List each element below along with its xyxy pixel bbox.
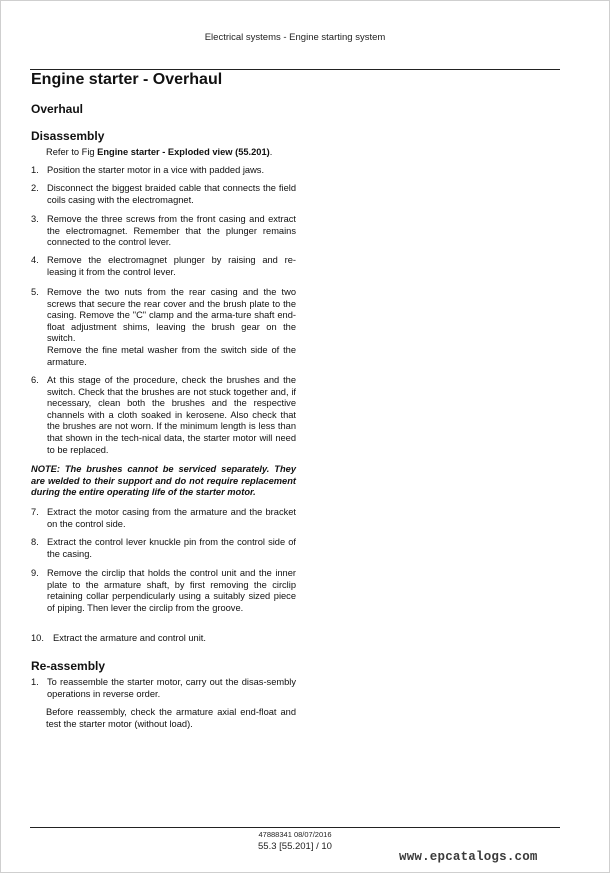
footer-doc-code: 47888341 08/07/2016 <box>258 830 332 839</box>
step-number: 7. <box>31 507 39 517</box>
step-text: Disconnect the biggest braided cable that connects the field coils casing with the electromagnet. <box>47 183 296 205</box>
step-number: 6. <box>31 375 39 385</box>
step-text: Extract the control lever knuckle pin from the control side of the casing. <box>47 537 296 559</box>
running-header: Electrical systems - Engine starting system <box>204 32 386 43</box>
figure-reference <box>46 147 296 159</box>
watermark-url: www.epcatalogs.com <box>399 850 538 864</box>
footer-rule <box>30 827 560 828</box>
step-number: 10. <box>31 633 44 643</box>
step-text: Remove the two nuts from the rear casing and the two screws that secure the rear cover and the brush plate to the casing. Remove the "C" clamp and the arma-ture shaft end-float adjustment shims, leaving the brush gear on the switch. Remove the fine metal washer from the switch side of the armature. <box>47 287 296 367</box>
step-number: 2. <box>31 183 39 193</box>
step-text: Remove the circlip that holds the control unit and the inner plate to the armature shaft, by first removing the circlip retaining collar perpendicularly using a suitably sized piece of piping. Then lever the circlip from the groove. <box>47 568 296 613</box>
step-text: Remove the three screws from the front casing and extract the electromagnet. Remember that the plunger remains connected to the control lever. <box>47 214 296 248</box>
reference-prefix: Refer to Fig <box>46 147 98 157</box>
step-number: 3. <box>31 214 39 224</box>
section-heading-disassembly: Disassembly <box>31 129 105 143</box>
reference-suffix: . <box>269 147 273 157</box>
step-text: To reassemble the starter motor, carry out the disas-sembly operations in reverse order. <box>47 677 296 699</box>
page-title: Engine starter - Overhaul <box>31 71 223 88</box>
header-rule <box>30 69 560 70</box>
step-text: Extract the armature and control unit. <box>53 633 206 643</box>
section-heading-reassembly: Re-assembly <box>31 659 106 673</box>
step-text: Position the starter motor in a vice with padded jaws. <box>47 165 265 175</box>
reference-figure-link[interactable]: Engine starter - Exploded view (55.201) <box>97 147 270 157</box>
footer-page-ref: 55.3 [55.201] / 10 <box>258 841 332 852</box>
step-number: 1. <box>31 165 39 175</box>
step-text: Remove the electromagnet plunger by raising and re-leasing it from the control lever. <box>47 255 296 277</box>
section-heading-overhaul: Overhaul <box>31 102 84 116</box>
step-text: At this stage of the procedure, check the brushes and the switch. Check that the brushes are not stuck together and, if necessary, clean both the brushes and the respective channels with a cloth soaked in kerosene. Also check that the brushes are not worn. If the minimum length is less than that shown in the tech-nical data, the starter motor will need to be replaced. <box>47 375 296 455</box>
step-text: Extract the motor casing from the armature and the bracket on the control side. <box>47 507 296 529</box>
step-number: 9. <box>31 568 39 578</box>
step-number: 8. <box>31 537 39 547</box>
step-number: 1. <box>31 677 39 687</box>
step-number: 5. <box>31 287 39 297</box>
reassembly-note: Before reassembly, check the armature axial end-float and test the starter motor (without load). <box>46 707 296 729</box>
note-brushes: NOTE: The brushes cannot be serviced separately. They are welded to their support and do not require replacement during the entire operating life of the starter motor. <box>31 464 296 498</box>
step-number: 4. <box>31 255 39 265</box>
step-text-continued: Remove the fine metal washer from the switch side of the armature. <box>47 344 296 367</box>
